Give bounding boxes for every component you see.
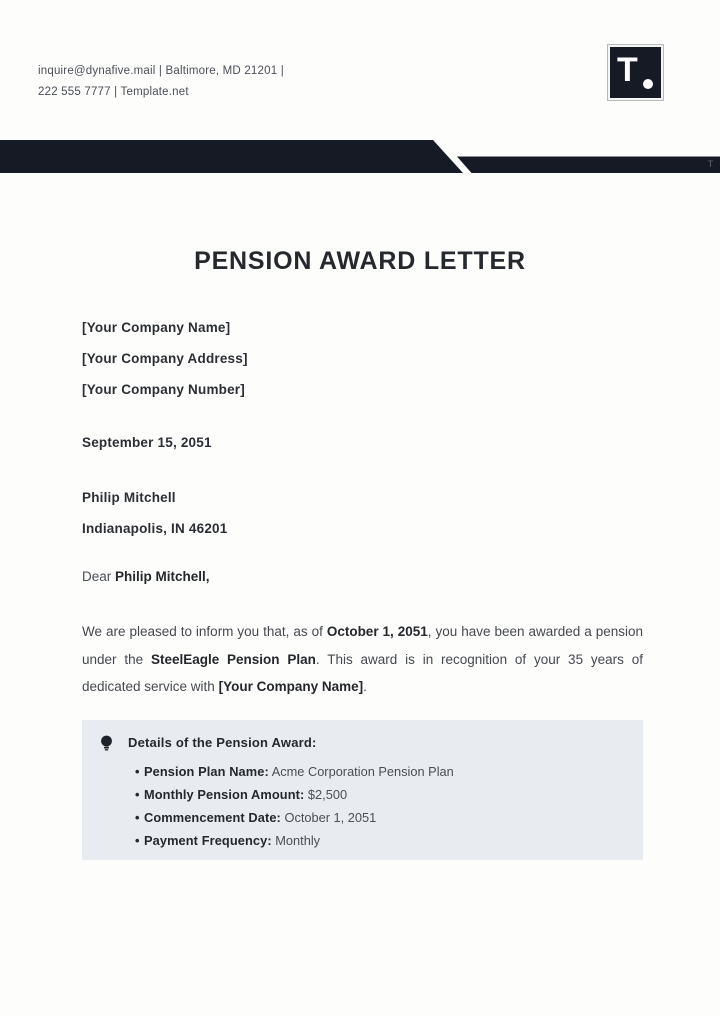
company-name-line: [Your Company Name]: [82, 320, 231, 335]
header-contact-info: [38, 61, 284, 103]
header-banner: [0, 140, 720, 173]
banner-thin-bar: [457, 157, 720, 174]
detail-item-commencement-date: • Commencement Date: October 1, 2051: [135, 806, 623, 829]
letter-date: September 15, 2051: [82, 435, 212, 450]
company-number-line: [Your Company Number]: [82, 382, 245, 397]
detail-item-monthly-amount: • Monthly Pension Amount: $2,500: [135, 783, 623, 806]
bullet-icon: •: [135, 809, 140, 825]
body-paragraph: We are pleased to inform you that, as of October 1, 2051, you have been awarded a pension under the SteelEagle Pension Plan. This award is in recognition of your 35 years of dedicated service with [Your Company Name].: [82, 624, 643, 694]
contact-line-1: inquire@dynafive.mail | Baltimore, MD 21201 |: [38, 65, 284, 77]
letter-body: [82, 312, 643, 860]
details-heading: Details of the Pension Award:: [128, 734, 317, 750]
detail-item-payment-frequency: • Payment Frequency: Monthly: [135, 829, 623, 852]
bullet-icon: •: [135, 832, 140, 848]
details-list: [100, 760, 623, 852]
page-title: PENSION AWARD LETTER: [194, 247, 526, 275]
recipient-city: Indianapolis, IN 46201: [82, 521, 228, 536]
detail-item-plan-name: • Pension Plan Name: Acme Corporation Pension Plan: [135, 760, 623, 783]
salutation-name: Philip Mitchell,: [115, 569, 210, 584]
lightbulb-icon: [100, 735, 113, 752]
banner-watermark: T: [707, 159, 714, 169]
logo-dot-icon: [643, 79, 653, 89]
bullet-icon: •: [135, 763, 140, 779]
banner-thick-bar: [0, 140, 463, 173]
details-heading-row: [100, 733, 623, 753]
bullet-icon: •: [135, 786, 140, 802]
pension-details-box: [82, 720, 643, 860]
company-address-line: [Your Company Address]: [82, 351, 248, 366]
recipient-name: Philip Mitchell: [82, 490, 176, 505]
salutation-prefix: Dear: [82, 569, 116, 584]
contact-line-2: 222 555 7777 | Template.net: [38, 86, 189, 98]
salutation: [82, 561, 643, 592]
template-net-logo: [607, 44, 664, 101]
logo-letter: T: [617, 51, 638, 89]
